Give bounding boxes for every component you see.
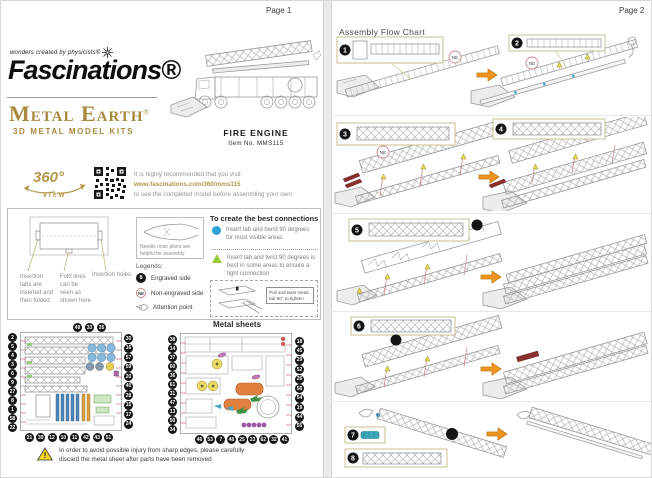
diagram-label-tabs: Insertion tabs are inserted and then folded — [20, 274, 54, 305]
part-number-badge: 27 — [9, 388, 16, 395]
warning-triangle-icon — [37, 447, 53, 461]
part-number-badge: 61 — [169, 381, 176, 388]
metal-sheet-2 — [167, 333, 307, 443]
part-number-badge: 59 — [125, 364, 132, 371]
assembly-row-5 — [331, 403, 652, 473]
part-number-badge: 51 — [105, 434, 112, 441]
diagram-label-holes: Insertion holes — [92, 272, 132, 278]
part-number-badge: 16 — [125, 345, 132, 352]
bend-instruction — [212, 226, 318, 242]
part-number-badge: 37 — [169, 354, 176, 361]
step-number: 8 — [351, 455, 355, 463]
twist-tip-note: Pull and twist metal tab 90° to tighten — [266, 287, 314, 304]
tab-fold-diagram — [16, 215, 116, 271]
metal-earth-subbrand: 3D METAL MODEL KITS — [13, 127, 135, 136]
part-number-badge: 1 — [8, 405, 17, 414]
legend-item-attention — [136, 303, 193, 312]
sheet2-art — [180, 333, 292, 434]
page-1-label: Page 1 — [266, 6, 292, 15]
metal-sheet-1 — [9, 324, 135, 441]
row-separator — [331, 311, 652, 312]
part-number-badge: 29 — [296, 357, 303, 364]
part-number-badge: 24 — [125, 421, 132, 428]
teal-part — [361, 432, 379, 439]
part-number-badge: 13 — [169, 408, 176, 415]
part-number-badge: 36 — [169, 372, 176, 379]
non-engraved-side-icon: NE — [136, 288, 146, 298]
part-number-badge: 35 — [98, 324, 105, 331]
engraved-marker — [472, 220, 483, 231]
ne-marker: NE — [379, 150, 387, 155]
warning-text — [59, 446, 299, 464]
assembly-row-3 — [331, 215, 652, 309]
part-number-badge: 34 — [169, 426, 176, 433]
part-number-badge: 17 — [125, 411, 132, 418]
360-text: 360° — [33, 169, 65, 186]
part-number-badge: 9 — [8, 378, 17, 387]
legend-engraved-label: Engraved side — [151, 274, 191, 282]
part-number-badge: 41 — [281, 436, 288, 443]
page-1 — [1, 1, 323, 478]
metal-earth-reg: ® — [143, 109, 149, 117]
connections-title: To create the best connections — [210, 214, 319, 223]
engraved-side-icon: 8 — [136, 273, 146, 283]
part-number-badge: 25 — [239, 436, 245, 443]
attention-hand-icon — [136, 303, 148, 312]
page-2-label: Page 2 — [619, 6, 645, 15]
step-number: 6 — [357, 323, 361, 331]
legend-attention-label: Attention point — [153, 304, 193, 311]
metal-earth-text: Metal Earth — [9, 101, 144, 126]
warning-line-2: discard the metal sheet after parts have been removed — [59, 456, 212, 464]
product-block — [206, 128, 306, 147]
part-number-badge: 50 — [169, 417, 176, 424]
part-number-badge: 47 — [169, 399, 176, 406]
sheet1-top-numbers — [73, 323, 106, 332]
step-number: 4 — [499, 126, 503, 134]
sheet2-bottom-numbers — [195, 435, 289, 444]
fire-engine-line-art — [169, 21, 321, 125]
flow-arrow-icon — [487, 428, 507, 440]
qr-code — [93, 165, 127, 201]
warning-line-1: In order to avoid possible injury from sharp edges, please carefully — [59, 447, 245, 454]
part-number-badge: 53 — [207, 436, 213, 443]
part-number-badge: 21 — [26, 434, 33, 441]
warning-exclamation: ! — [43, 451, 47, 461]
part-number-badge: 40 — [125, 383, 132, 390]
recommendation-line-1: It is highly recommended that you visit — [134, 171, 241, 178]
view-text: view — [43, 192, 67, 199]
part-number-badge: 19 — [296, 404, 303, 411]
part-number-badge: 46 — [196, 436, 203, 443]
pliers-caption: Needle nose pliers are helpful for assembly — [140, 244, 191, 257]
step-number: 7 — [351, 432, 355, 440]
flow-arrow-icon — [481, 271, 501, 283]
recommendation-text — [134, 170, 324, 199]
part-number-badge: 49 — [74, 324, 81, 331]
part-number-badge: 52 — [296, 366, 303, 373]
row-separator — [331, 213, 652, 214]
legend-non-engraved-label: Non-engraved side — [151, 289, 204, 297]
part-number-badge: 5 — [8, 342, 17, 351]
legend-item-engraved — [136, 273, 191, 283]
twist-diagram — [213, 282, 269, 315]
part-number-badge: 15 — [125, 402, 132, 409]
recommendation-url: www.fascinations.com/360/mms115 — [134, 180, 241, 188]
part-number-badge: 3 — [8, 360, 17, 369]
step-number: 2 — [515, 40, 519, 48]
part-number-badge: 4 — [8, 351, 17, 360]
part-number-badge: 12 — [49, 434, 55, 441]
part-number-badge: 58 — [9, 415, 16, 422]
assembly-flow-chart-title: Assembly Flow Chart — [339, 27, 425, 37]
sheet1-right-numbers — [124, 334, 133, 429]
metal-sheets-title: Metal sheets — [213, 320, 262, 329]
bend-instruction-text: Insert tab and bend 90 degrees for most visible areas — [226, 227, 310, 242]
part-number-badge: 62 — [260, 436, 267, 443]
part-number-badge: 32 — [271, 436, 277, 443]
diagram-label-fold: Fold lines can be seen as shown here — [60, 274, 92, 305]
sheet1-bottom-numbers — [25, 433, 113, 442]
part-number-badge: 38 — [169, 336, 176, 343]
part-number-badge: 28 — [125, 392, 132, 399]
sheet1-left-numbers — [8, 333, 17, 430]
legend-title: Legends: — [136, 263, 163, 270]
engraved-marker — [446, 428, 458, 440]
part-number-badge: 18 — [296, 338, 303, 345]
needle-nose-pliers-icon — [140, 220, 200, 244]
part-number-badge: 8 — [8, 396, 17, 405]
part-number-badge: 56 — [296, 385, 303, 392]
part-number-badge: 30 — [125, 335, 132, 342]
part-number-badge: 31 — [169, 390, 176, 397]
part-number-badge: 33 — [86, 324, 93, 331]
part-number-badge: 45 — [296, 347, 303, 354]
engraved-marker — [391, 335, 402, 346]
recommendation-line-3: to see the completed model before assembling your own — [134, 190, 292, 198]
part-number-badge: 44 — [296, 414, 303, 420]
flow-arrow-icon — [481, 363, 501, 375]
part-number-badge: 55 — [296, 423, 303, 430]
part-number-badge: 54 — [296, 395, 303, 402]
part-number-badge: 2 — [8, 333, 17, 342]
assembly-row-1 — [331, 33, 652, 113]
row-separator — [331, 115, 652, 116]
page-2 — [331, 1, 652, 478]
part-number-badge: 43 — [94, 434, 100, 441]
part-number-badge: 23 — [249, 436, 256, 443]
flow-arrow-icon — [477, 69, 497, 81]
twist-instruction-text: Insert tab and twist 90 degrees is best in some areas to ensure a tight connection — [227, 255, 316, 278]
twist-tip-box — [210, 280, 318, 317]
part-number-badge: 26 — [296, 376, 303, 383]
brand-wordmark: Fascinations® — [8, 55, 180, 85]
step-number: 1 — [343, 47, 347, 55]
sheet2-right-numbers — [295, 337, 304, 431]
part-number-badge: 42 — [83, 434, 89, 441]
pliers-box — [136, 217, 204, 259]
sheet1-art — [20, 332, 122, 431]
part-number-badge: 11 — [71, 434, 78, 441]
part-number-badge: 57 — [125, 354, 132, 361]
part-number-badge: 39 — [38, 434, 44, 441]
assembly-row-4 — [331, 313, 652, 399]
sheet2-left-numbers — [168, 335, 177, 431]
part-number-badge: 60 — [169, 363, 176, 370]
instruction-divider — [212, 249, 316, 250]
part-number-badge: 14 — [169, 345, 176, 352]
twist-instruction — [212, 254, 318, 278]
twist-green-triangle-icon — [212, 254, 222, 263]
part-number-badge: 7 — [216, 435, 225, 444]
product-name: FIRE ENGINE — [223, 128, 289, 138]
legend-item-non-engraved — [136, 288, 203, 298]
ne-marker: NE — [451, 55, 459, 60]
part-number-badge: 6 — [8, 369, 17, 378]
logo-divider — [7, 97, 157, 98]
step-number: 3 — [343, 131, 347, 139]
step-number: 5 — [355, 227, 359, 235]
connections-section — [7, 208, 321, 320]
assembly-row-2 — [331, 117, 652, 211]
metal-earth-wordmark — [9, 101, 149, 127]
360-view-icon — [21, 164, 89, 204]
part-number-badge: 20 — [125, 373, 132, 380]
part-number-badge: 22 — [9, 424, 16, 431]
logo-tagline: wonders created by physicists® — [10, 49, 101, 56]
ne-marker: NE — [528, 61, 536, 66]
part-number-badge: 10 — [60, 434, 67, 441]
product-item-no: Item No. MMS115 — [228, 140, 284, 147]
flow-arrow-icon — [479, 171, 499, 183]
row-separator — [331, 401, 652, 402]
part-number-badge: 48 — [228, 436, 235, 443]
bend-blue-dot-icon — [212, 226, 221, 235]
